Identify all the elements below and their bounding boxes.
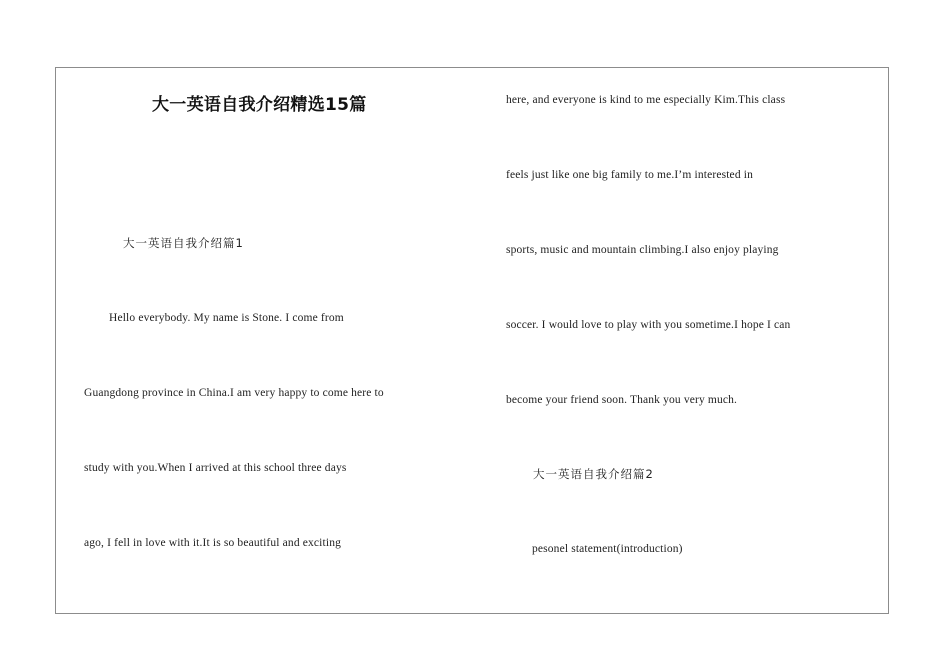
paragraph-line: soccer. I would love to play with you sometime.I hope I can: [506, 319, 791, 331]
subheading-line: pesonel statement(introduction): [532, 543, 683, 555]
paragraph-line: here, and everyone is kind to me especially Kim.This class: [506, 94, 786, 106]
paragraph-line: Guangdong province in China.I am very happy to come here to: [84, 387, 384, 399]
paragraph-line: feels just like one big family to me.I’m interested in: [506, 169, 753, 181]
section-heading-2: 大一英语自我介绍篇2: [533, 467, 654, 481]
section-heading-1: 大一英语自我介绍篇1: [123, 236, 244, 250]
paragraph-line: Hello everybody. My name is Stone. I come from: [109, 312, 344, 324]
paragraph-line: become your friend soon. Thank you very much.: [506, 394, 738, 406]
document-title: 大一英语自我介绍精选15篇: [152, 95, 367, 115]
paragraph-line: study with you.When I arrived at this school three days: [84, 462, 347, 474]
paragraph-line: sports, music and mountain climbing.I also enjoy playing: [506, 244, 779, 256]
page-frame: [55, 67, 889, 614]
paragraph-line: ago, I fell in love with it.It is so beautiful and exciting: [84, 537, 342, 549]
